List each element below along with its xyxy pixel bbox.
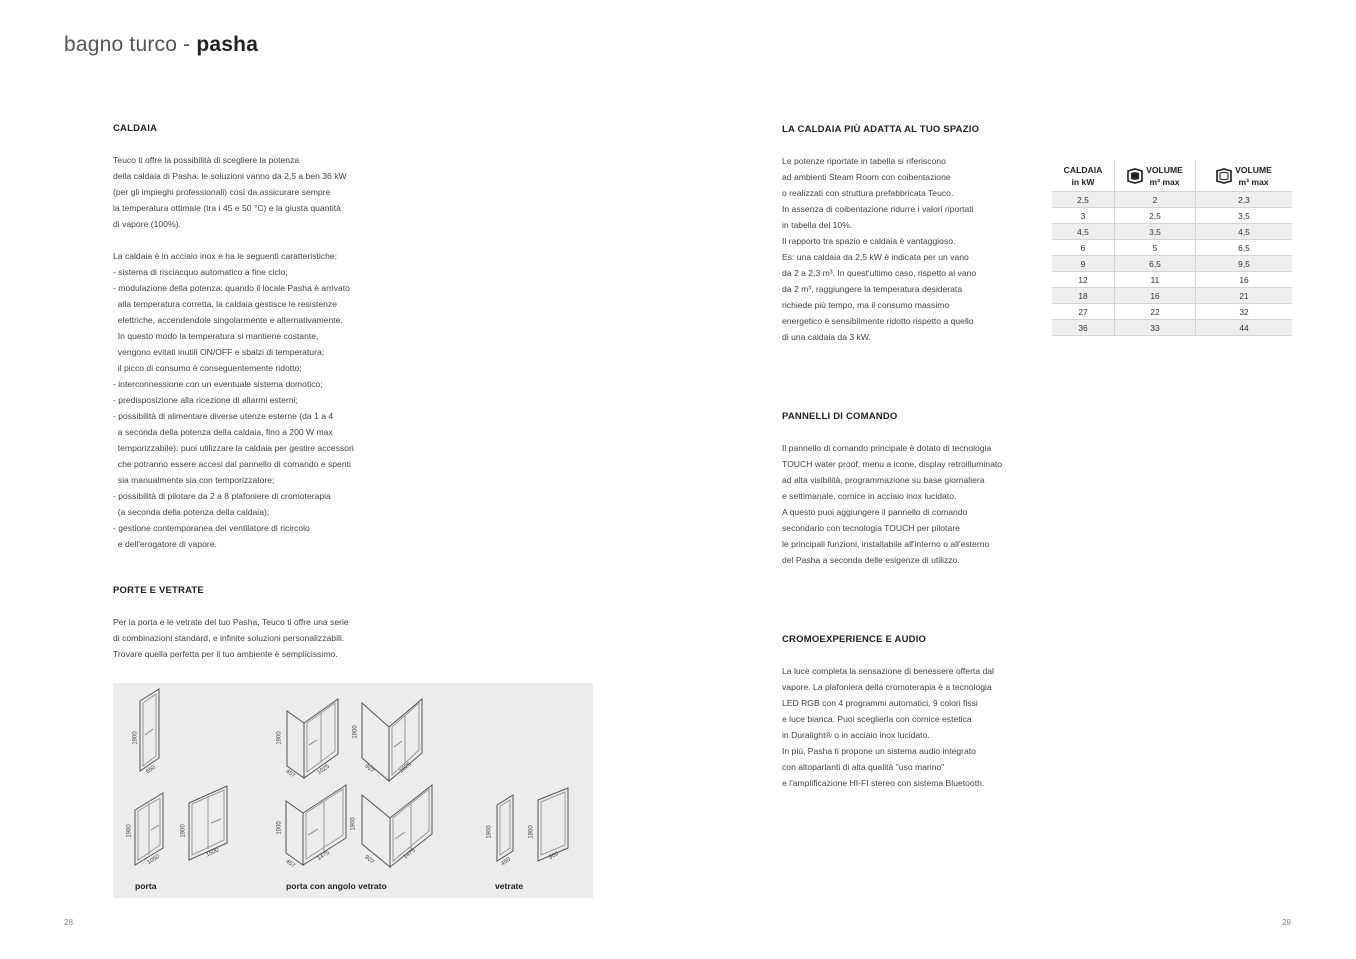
text-line: il picco di consumo è conseguentemente ridotto; [113, 363, 302, 373]
steam-room-icon [1216, 168, 1233, 184]
text-line: Le potenze riportate in tabella si riferiscono [782, 156, 946, 166]
title-bold: pasha [196, 33, 259, 56]
door-1500-drawing [189, 786, 227, 860]
label-vetrate: vetrate [495, 881, 524, 891]
text-line: - modulazione della potenza: quando il locale Pasha è arrivato [113, 283, 350, 293]
table-row [1052, 224, 1292, 240]
caldaia-text [113, 152, 354, 552]
glass-900-drawing [538, 788, 568, 861]
text-line: o realizzati con struttura prefabbricata Teuco. [782, 188, 954, 198]
table-row [1052, 256, 1292, 272]
spazio-text [782, 153, 976, 345]
corner-457-1475-drawing [286, 785, 346, 865]
dim-1025: 1025 [398, 761, 413, 775]
dim-1475: 1475 [316, 849, 331, 863]
text-line: da 2 a 2,3 m³. In quest'ultimo caso, rispetto al vano [782, 268, 977, 278]
text-line: - possibilità di pilotare da 2 a 8 plafoniere di cromoterapia [113, 491, 331, 501]
table-row [1052, 304, 1292, 320]
table-header-row [1052, 160, 1292, 192]
text-line: richiede più tempo, ma il consumo massimo [782, 300, 950, 310]
table-row [1052, 240, 1292, 256]
table-cell: 44 [1196, 320, 1293, 336]
text-line: La luce completa la sensazione di benessere offerta dal [782, 666, 994, 676]
door-1050-drawing [135, 793, 163, 865]
pannelli-heading: PANNELLI DI COMANDO [782, 411, 898, 422]
dim-height: 1900 [350, 817, 357, 831]
dim-1475: 1475 [402, 847, 417, 861]
table-cell: 9 [1052, 256, 1115, 272]
text-line: energetico è sensibilmente ridotto rispetto a quello [782, 316, 974, 326]
text-line: elettriche, accendendole singolarmente e alternativamente. [113, 315, 343, 325]
table-cell: 32 [1196, 304, 1293, 320]
table-cell: 4,5 [1052, 224, 1115, 240]
col-volume2-header [1196, 160, 1293, 192]
col-volume1-unit: m³ max [1149, 177, 1180, 187]
dim-907: 907 [363, 854, 375, 866]
text-line: Per la porta e le vetrate del tuo Pasha, Teuco ti offre una serie [113, 617, 349, 627]
col-caldaia-header [1052, 160, 1115, 192]
dim-1500: 1500 [205, 847, 221, 859]
col-volume1-title: VOLUME [1146, 165, 1183, 175]
cromo-text [782, 663, 994, 791]
table-cell: 2,5 [1115, 208, 1196, 224]
title-light: bagno turco - [64, 33, 197, 56]
text-line: che potranno essere accesi dal pannello di comando e spenti [113, 459, 351, 469]
text-line: da 2 m³, raggiungere la temperatura desiderata [782, 284, 963, 294]
text-line: vapore. La plafoniera della cromoterapia è a tecnologia [782, 682, 992, 692]
dim-height: 1900 [352, 725, 359, 739]
table-cell: 11 [1115, 272, 1196, 288]
table-cell: 2,3 [1196, 192, 1293, 208]
table-row [1052, 192, 1292, 208]
text-line: - predisposizione alla ricezione di allarmi esterni; [113, 395, 298, 405]
label-porta-angolo: porta con angolo vetrato [286, 881, 387, 891]
table-cell: 22 [1115, 304, 1196, 320]
text-line: con altoparlanti di alta qualità "uso marino" [782, 762, 945, 772]
text-line: - sistema di risciacquo automatico a fine ciclo; [113, 267, 288, 277]
text-line: In assenza di coibentazione ridurre i valori riportati [782, 204, 974, 214]
table-cell: 2,5 [1052, 192, 1115, 208]
dim-907: 907 [363, 763, 375, 775]
corner-907-1475-drawing [362, 785, 432, 867]
cromo-heading: CROMOEXPERIENCE E AUDIO [782, 634, 927, 645]
col-volume2-title: VOLUME [1235, 165, 1272, 175]
text-line: e luce bianca. Puoi sceglierla con cornice estetica [782, 714, 972, 724]
table-cell: 5 [1115, 240, 1196, 256]
dim-height: 1900 [180, 824, 187, 838]
steam-room-icon [1127, 168, 1144, 184]
table-row [1052, 288, 1292, 304]
text-line: (per gli impieghi professionali) così da assicurare sempre [113, 187, 331, 197]
text-line: Teuco ti offre la possibilità di scegliere la potenza [113, 155, 300, 165]
table-cell: 6 [1052, 240, 1115, 256]
dim-height: 1900 [132, 731, 139, 745]
corner-457-1025-drawing [287, 699, 338, 778]
table-cell: 16 [1196, 272, 1293, 288]
table-cell: 6,5 [1196, 240, 1293, 256]
text-line: e l'amplificazione HI-FI stereo con sistema Bluetooth. [782, 778, 985, 788]
dim-457: 457 [284, 858, 296, 870]
text-line: vengono evitati inutili ON/OFF e sbalzi di temperatura; [113, 347, 325, 357]
table-cell: 6,5 [1115, 256, 1196, 272]
dim-450: 450 [500, 856, 512, 868]
spazio-heading: LA CALDAIA PIÙ ADATTA AL TUO SPAZIO [782, 124, 980, 135]
caldaia-heading: CALDAIA [113, 123, 158, 134]
table-cell: 12 [1052, 272, 1115, 288]
text-line: Trovare quella perfetta per il tuo ambiente è semplicissimo. [113, 649, 338, 659]
col-volume2-unit: m³ max [1238, 177, 1269, 187]
table-cell: 3,5 [1115, 224, 1196, 240]
table-cell: 36 [1052, 320, 1115, 336]
dim-height: 1900 [276, 731, 283, 745]
table-cell: 2 [1115, 192, 1196, 208]
text-line: di combinazioni standard, e infinite soluzioni personalizzabili. [113, 633, 345, 643]
text-line: (a seconda della potenza della caldaia); [113, 507, 270, 517]
door-650-drawing [140, 689, 159, 771]
text-line: temporizzabile): puoi utilizzare la caldaia per gestire accessori [113, 443, 354, 453]
table-row [1052, 272, 1292, 288]
text-line: TOUCH water proof, menu a icone, display retroilluminato [782, 459, 1003, 469]
text-line: del Pasha a seconda delle esigenze di utilizzo. [782, 555, 960, 565]
text-line: della caldaia di Pasha: le soluzioni vanno da 2,5 a ben 36 kW [113, 171, 347, 181]
text-line: sia manualmente sia con temporizzatore; [113, 475, 275, 485]
table-cell: 18 [1052, 288, 1115, 304]
text-line: e settimanale, cornice in acciaio inox lucidato. [782, 491, 957, 501]
text-line: di una caldaia da 3 kW. [782, 332, 871, 342]
text-line: A questo puoi aggiungere il pannello di comando [782, 507, 968, 517]
text-line: Il pannello di comando principale è dotato di tecnologia [782, 443, 992, 453]
text-line: in tabella del 10%. [782, 220, 853, 230]
porte-heading: PORTE E VETRATE [113, 585, 204, 596]
dim-height: 1900 [528, 825, 535, 839]
text-line: In questo modo la temperatura si mantiene costante, [113, 331, 319, 341]
table-cell: 21 [1196, 288, 1293, 304]
text-line: di vapore (100%). [113, 219, 181, 229]
col-caldaia-title: CALDAIA [1063, 165, 1103, 175]
col-caldaia-unit: in kW [1071, 177, 1095, 187]
col-volume1-header [1115, 160, 1196, 192]
text-line: - interconnessione con un eventuale sistema domotico; [113, 379, 323, 389]
dim-650: 650 [145, 764, 157, 776]
table-cell: 3 [1052, 208, 1115, 224]
diagram-drawing [113, 683, 593, 898]
dim-1050: 1050 [146, 853, 161, 867]
table-cell: 16 [1115, 288, 1196, 304]
text-line: - possibilità di alimentare diverse utenze esterne (da 1 a 4 [113, 411, 334, 421]
page-title [64, 33, 258, 57]
table-row [1052, 320, 1292, 336]
page-number-right: 29 [1282, 918, 1291, 927]
text-line [113, 232, 354, 248]
dim-height: 1900 [486, 825, 493, 839]
porte-text [113, 614, 349, 662]
dim-height: 1900 [126, 824, 133, 838]
dim-height: 1900 [276, 821, 283, 835]
text-line: LED RGB con 4 programmi automatici, 9 colori fissi [782, 698, 978, 708]
shower-configurations-diagram [113, 683, 593, 898]
table-cell: 9,5 [1196, 256, 1293, 272]
boiler-volume-table [1052, 160, 1292, 336]
text-line: la temperatura ottimale (tra i 45 e 50 °C) e la giusta quantità [113, 203, 341, 213]
text-line: e dell'erogatore di vapore. [113, 539, 217, 549]
page-number-left: 28 [64, 918, 73, 927]
table-cell: 33 [1115, 320, 1196, 336]
dim-457: 457 [284, 768, 296, 780]
table-cell: 3,5 [1196, 208, 1293, 224]
text-line: a seconda della potenza della caldaia, fino a 200 W max [113, 427, 333, 437]
table-cell: 4,5 [1196, 224, 1293, 240]
text-line: in Duralight® o in acciaio inox lucidato. [782, 730, 930, 740]
dim-1025: 1025 [316, 763, 331, 777]
text-line: In più, Pasha ti propone un sistema audio integrato [782, 746, 976, 756]
text-line: Es: una caldaia da 2,5 kW è indicata per un vano [782, 252, 969, 262]
table-cell: 27 [1052, 304, 1115, 320]
text-line: alla temperatura corretta, la caldaia gestisce le resistenze [113, 299, 338, 309]
text-line: secondario con tecnologia TOUCH per pilotare [782, 523, 960, 533]
table-row [1052, 208, 1292, 224]
text-line: Il rapporto tra spazio e caldaia è vantaggioso. [782, 236, 956, 246]
text-line: le principali funzioni, installabile all'interno o all'esterno [782, 539, 990, 549]
dim-900: 900 [548, 851, 560, 861]
pannelli-text [782, 440, 1002, 568]
text-line: ad ambienti Steam Room con coibentazione [782, 172, 951, 182]
label-porta: porta [135, 881, 157, 891]
text-line: La caldaia è in acciaio inox e ha le seguenti caratteristiche: [113, 251, 338, 261]
text-line: - gestione contemporanea del ventilatore di ricircolo [113, 523, 310, 533]
text-line: ad alta visibilità, programmazione su base giornaliera [782, 475, 985, 485]
glass-450-drawing [497, 795, 513, 861]
